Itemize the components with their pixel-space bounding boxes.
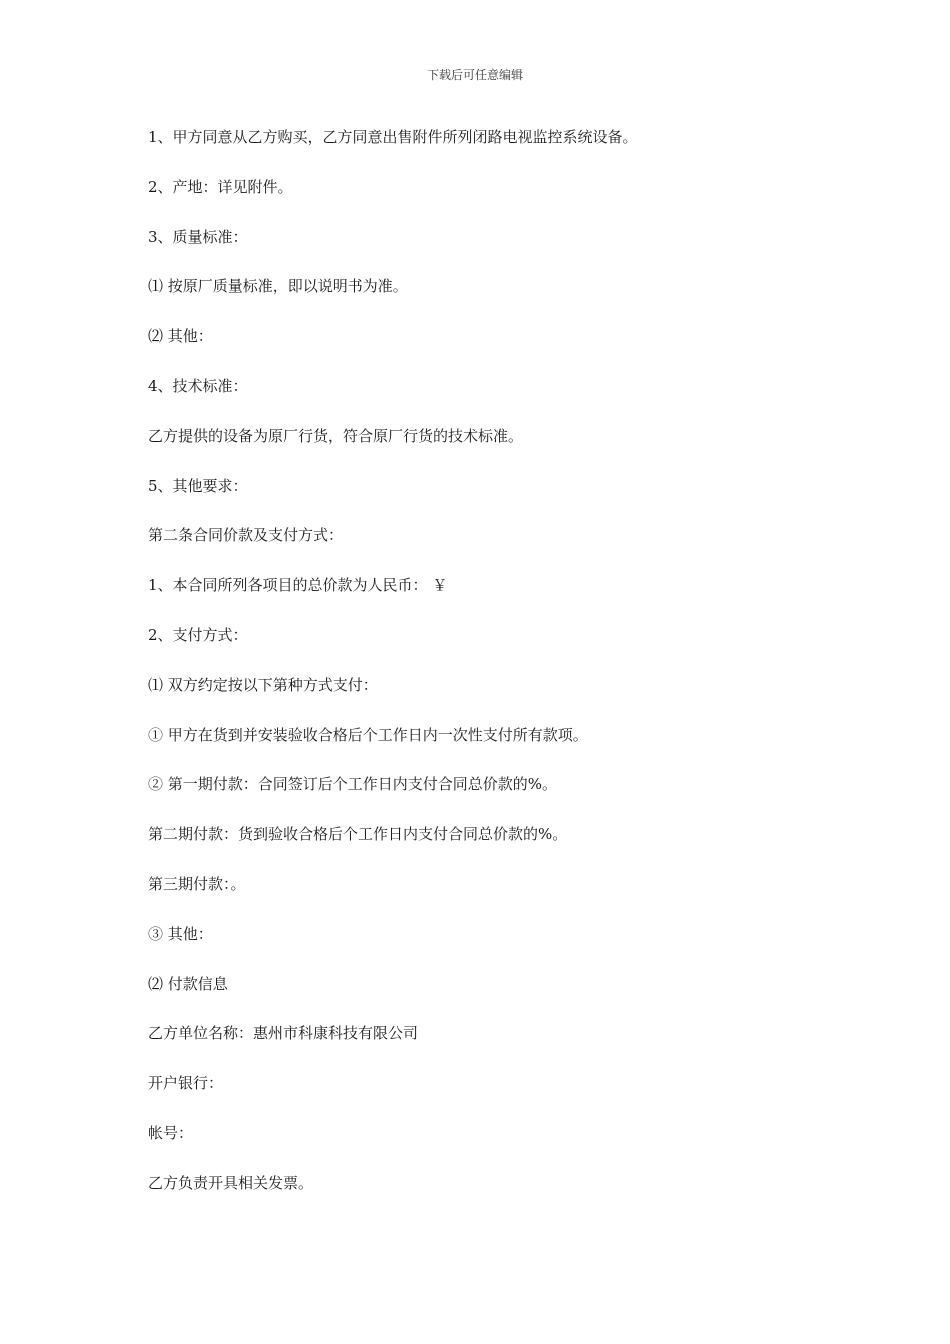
invoice-statement: 乙方负责开具相关发票。 [148, 1173, 314, 1192]
payee-company-name: 乙方单位名称：惠州市科康科技有限公司 [148, 1024, 419, 1043]
payment-option-2-phase-1: ② 第一期付款：合同签订后个工作日内支付合同总价款的%。 [148, 775, 558, 794]
payee-bank: 开户银行： [148, 1074, 224, 1093]
payment-option-1: ① 甲方在货到并安装验收合格后个工作日内一次性支付所有款项。 [148, 725, 588, 744]
clause-item-technical-standard: 4、技术标准： [148, 376, 248, 395]
document-body [148, 126, 848, 1222]
sub-item-payment-agreement: ⑴ 双方约定按以下第种方式支付： [148, 675, 378, 694]
payment-option-2-phase-2: 第二期付款：货到验收合格后个工作日内支付合同总价款的%。 [148, 825, 568, 844]
sub-item-quality-1: ⑴ 按原厂质量标准，即以说明书为准。 [148, 277, 408, 296]
clause-item-total-price: 1、本合同所列各项目的总价款为人民币： ￥ [148, 576, 448, 595]
sub-item-quality-2: ⑵ 其他： [148, 327, 213, 346]
section-heading-price-payment: 第二条合同价款及支付方式： [148, 526, 344, 545]
clause-item-origin: 2、产地：详见附件。 [148, 177, 293, 196]
clause-item-other-requirements: 5、其他要求： [148, 476, 248, 495]
clause-item-quality-standard: 3、质量标准： [148, 227, 248, 246]
sub-item-payment-info: ⑵ 付款信息 [148, 974, 228, 993]
payment-option-3: ③ 其他： [148, 924, 213, 943]
payment-option-2-phase-3: 第三期付款：。 [148, 874, 246, 893]
technical-standard-text: 乙方提供的设备为原厂行货，符合原厂行货的技术标准。 [148, 426, 524, 445]
clause-item-payment-method: 2、支付方式： [148, 625, 248, 644]
payee-account-number: 帐号： [148, 1123, 194, 1142]
clause-item-1: 1、甲方同意从乙方购买，乙方同意出售附件所列闭路电视监控系统设备。 [148, 128, 638, 146]
page-header: 下载后可任意编辑 [426, 68, 523, 82]
